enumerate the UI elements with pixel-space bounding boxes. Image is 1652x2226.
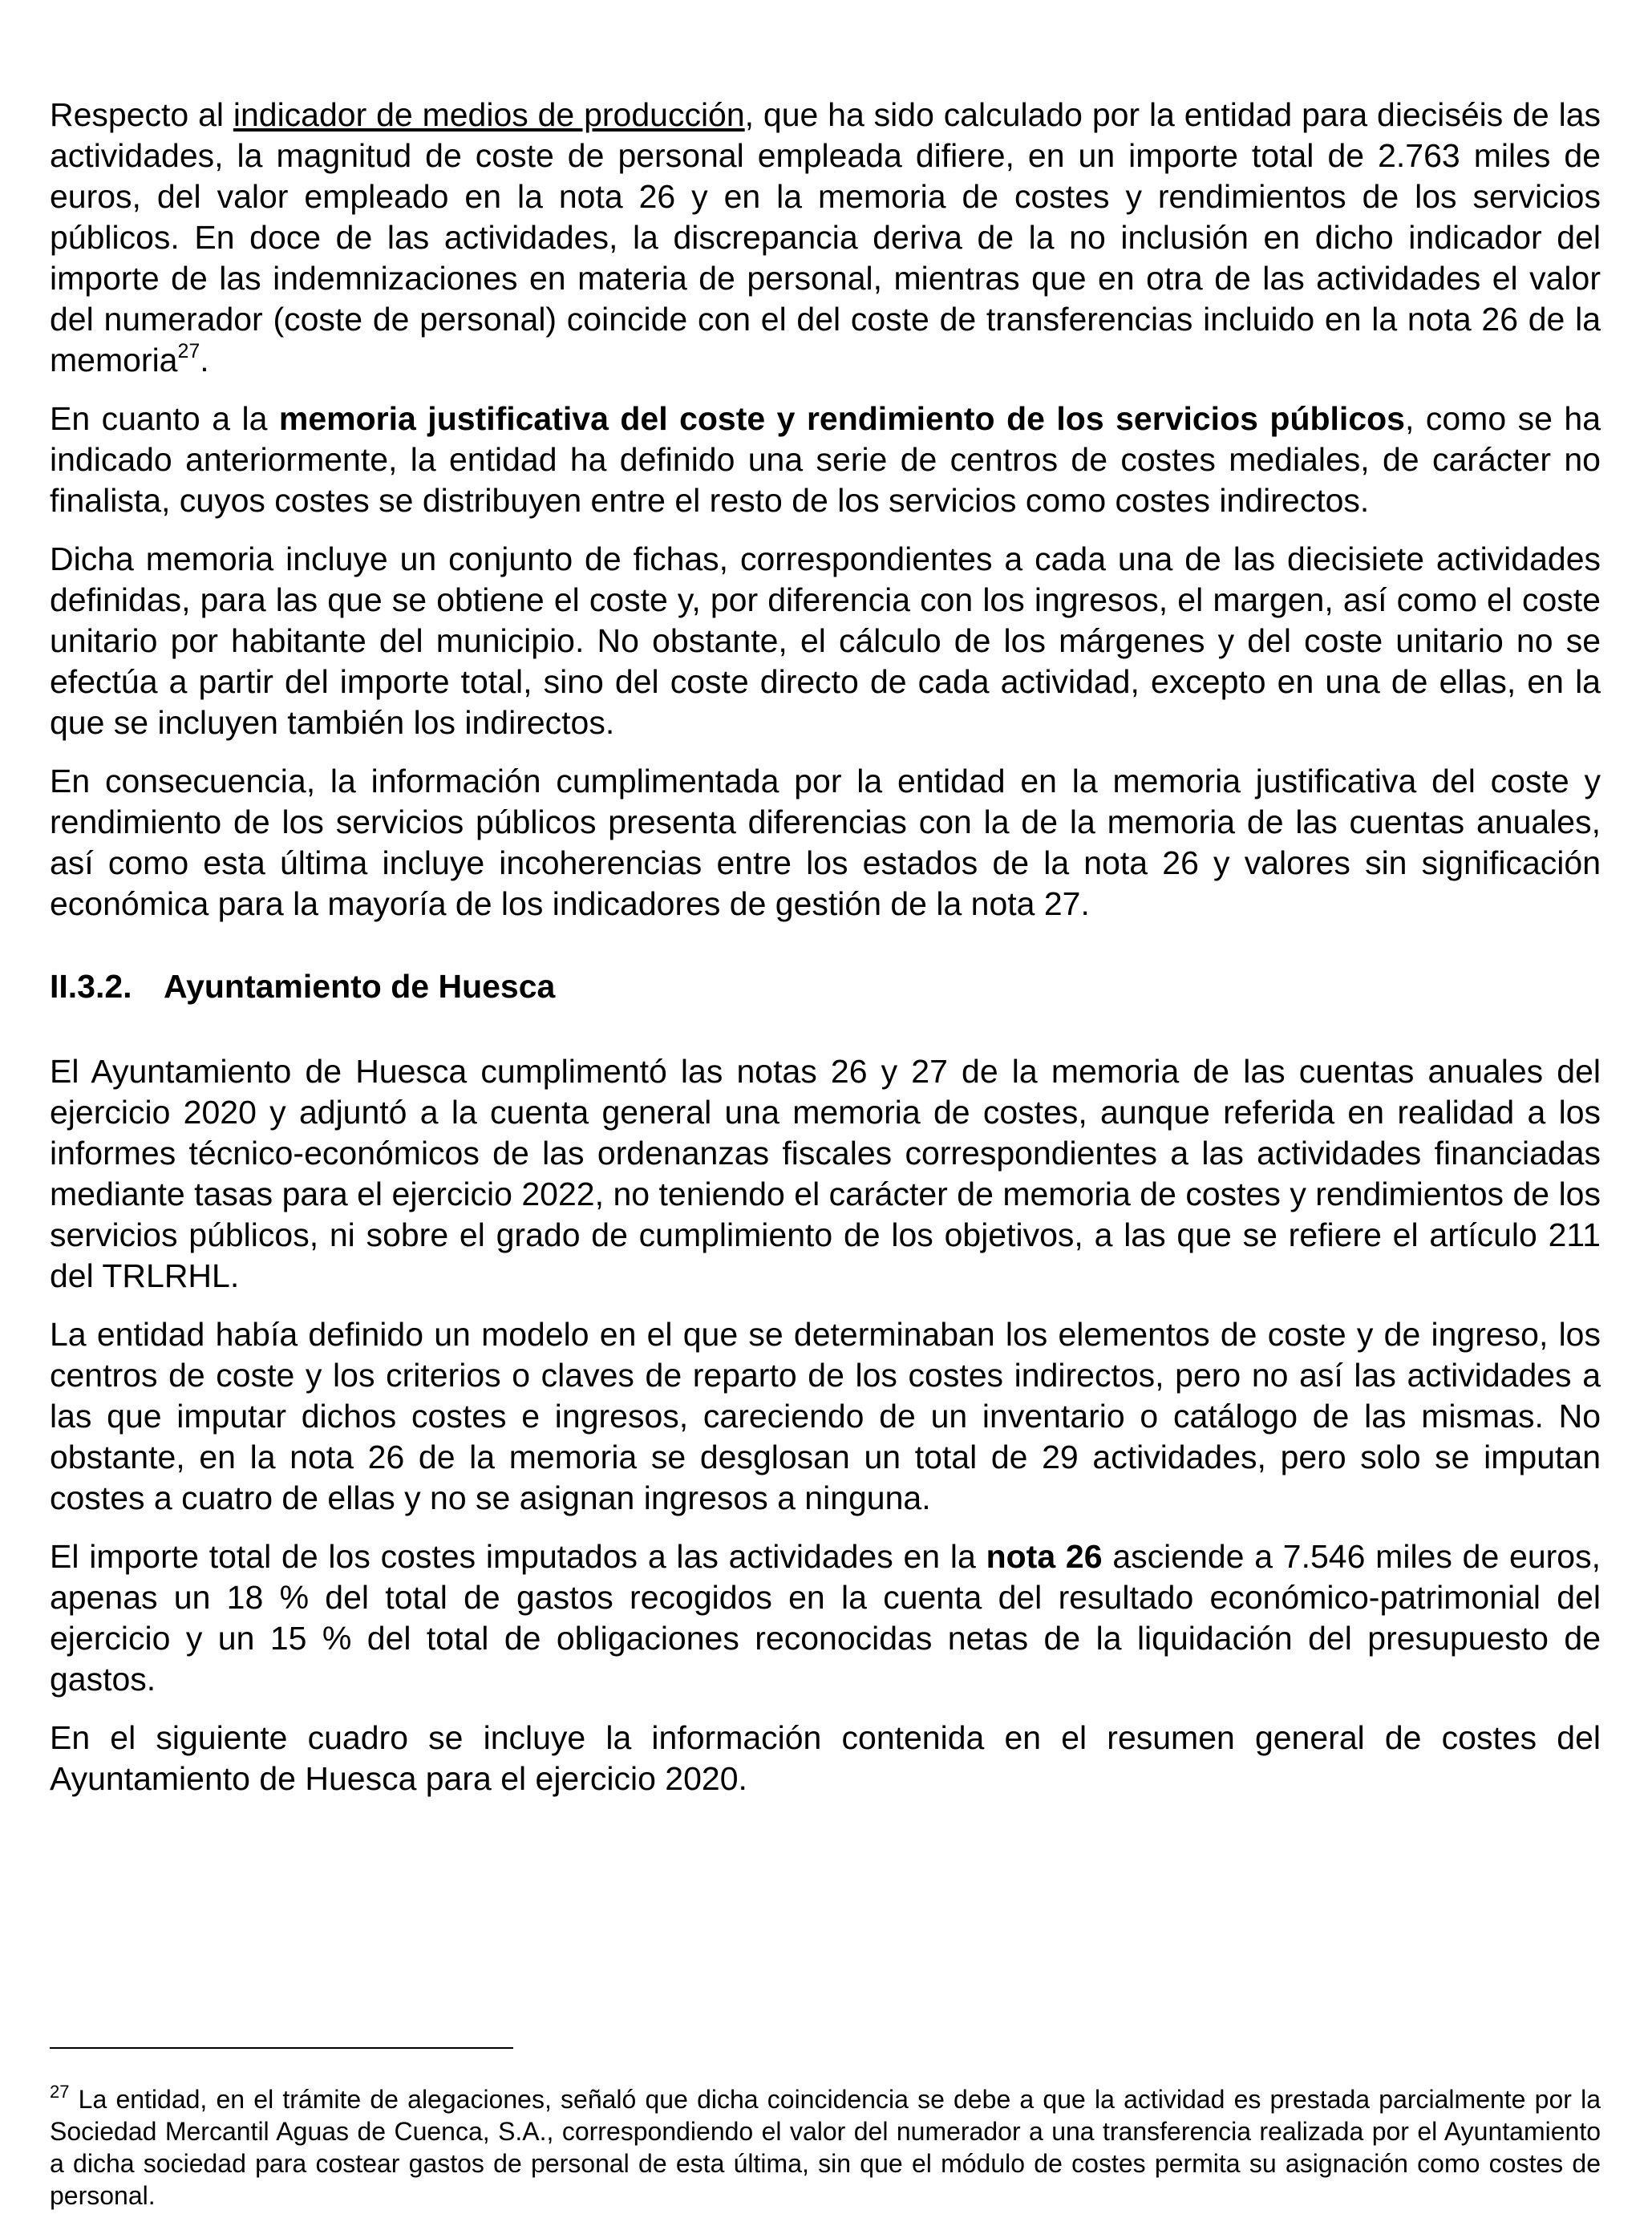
paragraph-importe-total	[50, 1536, 1601, 1700]
paragraph-modelo: La entidad había definido un modelo en el que se determinaban los elementos de coste y de ingreso, los centros de coste y los criterios o claves de reparto de los costes indirectos, pero no así las actividades a las que imputar dichos costes e ingresos, careciendo de un inventario o catálogo de las mismas. No obstante, en la nota 26 de la memoria se desglosan un total de 29 actividades, pero solo se imputan costes a cuatro de ellas y no se asignan ingresos a ninguna.	[50, 1316, 1601, 1516]
footnote	[50, 2083, 1601, 2212]
paragraph-cuadro-intro: En el siguiente cuadro se incluye la información contenida en el resumen general de costes del Ayuntamiento de Huesca para el ejercicio 2020.	[50, 1719, 1601, 1797]
footnote-reference[interactable]: 27	[177, 340, 200, 362]
footnote-separator	[50, 2047, 513, 2049]
paragraph-text: Respecto al	[50, 96, 233, 133]
footnote-text: La entidad, en el trámite de alegaciones, señaló que dicha coincidencia se debe a que la actividad es prestada parcialmente por la Sociedad Mercantil Aguas de Cuenca, S.A., correspondiendo el valor del numerador a una transferencia realizada por el Ayuntamiento a dicha sociedad para costear gastos de personal de esta última, sin que el módulo de costes permita su asignación como costes de personal.	[50, 2085, 1601, 2210]
paragraph-text: En cuanto a la	[50, 400, 279, 437]
paragraph-indicador-medios	[50, 95, 1601, 381]
paragraph-text: , como se ha indicado anteriormente, la entidad ha definido una serie de centros de costes mediales, de carácter no finalista, cuyos costes se distribuyen entre el resto de los servicios como costes indirectos.	[50, 400, 1601, 519]
paragraph-text: asciende a 7.546 miles de euros, apenas un 18 % del total de gastos recogidos en la cuenta del resultado económico-patrimonial del ejercicio y un 15 % del total de obligaciones reconocidas netas de la liquidación del presupuesto de gastos.	[50, 1538, 1601, 1698]
paragraph-consecuencia: En consecuencia, la información cumplimentada por la entidad en la memoria justificativa del coste y rendimiento de los servicios públicos presenta diferencias con la de la memoria de las cuentas anuales, así como esta última incluye incoherencias entre los estados de la nota 26 y valores sin significación económica para la mayoría de los indicadores de gestión de la nota 27.	[50, 763, 1601, 922]
paragraph-text: .	[200, 342, 209, 378]
section-number: II.3.2.	[50, 968, 132, 1005]
paragraph-memoria-justificativa	[50, 399, 1601, 521]
bold-term: memoria justificativa del coste y rendimiento de los servicios públicos	[278, 400, 1405, 437]
paragraph-text: , que ha sido calculado por la entidad para dieciséis de las actividades, la magnitud de coste de personal empleada difiere, en un importe total de 2.763 miles de euros, del valor empleado en la nota 26 y en la memoria de costes y rendimientos de los servicios públicos. En doce de las actividades, la discrepancia deriva de la no inclusión en dicho indicador del importe de las indemnizaciones en materia de personal, mientras que en otra de las actividades el valor del numerador (coste de personal) coincide con el del coste de transferencias incluido en la nota 26 de la memoria	[50, 96, 1601, 378]
section-heading	[50, 966, 1601, 1007]
footnote-marker: 27	[50, 2082, 70, 2102]
underlined-term: indicador de medios de producción	[233, 96, 745, 133]
document-page	[50, 95, 1601, 1817]
paragraph-text: El importe total de los costes imputados a las actividades en la	[50, 1538, 986, 1575]
paragraph-fichas: Dicha memoria incluye un conjunto de fichas, correspondientes a cada una de las diecisiete actividades definidas, para las que se obtiene el coste y, por diferencia con los ingresos, el margen, así como el coste unitario por habitante del municipio. No obstante, el cálculo de los márgenes y del coste unitario no se efectúa a partir del importe total, sino del coste directo de cada actividad, excepto en una de ellas, en la que se incluyen también los indirectos.	[50, 540, 1601, 741]
bold-term: nota 26	[986, 1538, 1103, 1575]
section-title: Ayuntamiento de Huesca	[164, 968, 556, 1005]
paragraph-huesca-notas: El Ayuntamiento de Huesca cumplimentó las notas 26 y 27 de la memoria de las cuentas anuales del ejercicio 2020 y adjuntó a la cuenta general una memoria de costes, aunque referida en realidad a los informes técnico-económicos de las ordenanzas fiscales correspondientes a las actividades financiadas mediante tasas para el ejercicio 2022, no teniendo el carácter de memoria de costes y rendimientos de los servicios públicos, ni sobre el grado de cumplimiento de los objetivos, a las que se refiere el artículo 211 del TRLRHL.	[50, 1053, 1601, 1294]
